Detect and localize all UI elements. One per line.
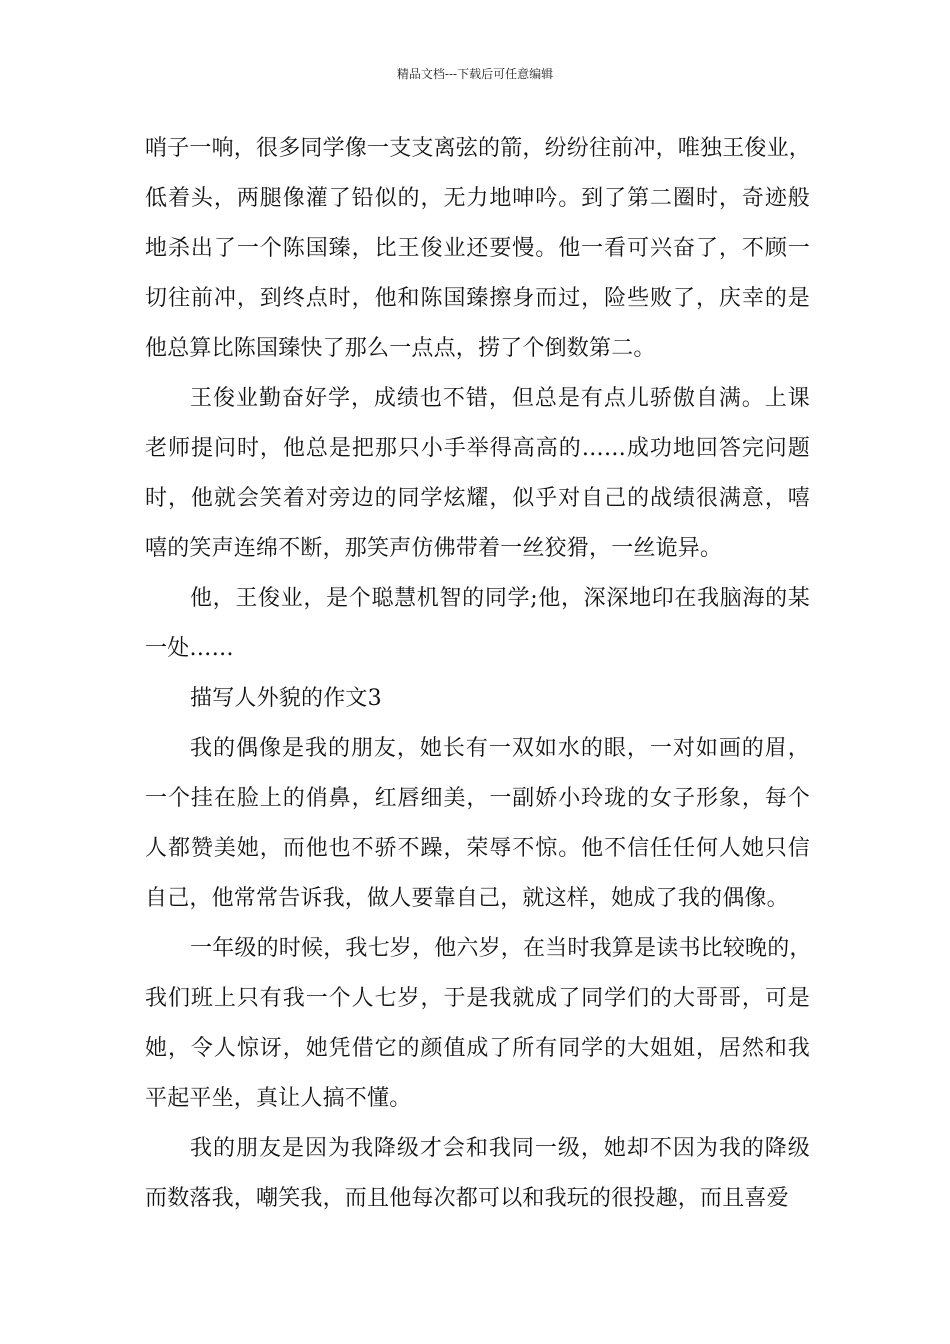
paragraph — [145, 124, 810, 374]
paragraph-line: 一年级的时候，我七岁，他六岁，在当时我算是读书比较晚的， — [190, 936, 812, 961]
paragraph-line: 他，王俊业，是个聪慧机智的同学;他，深深地印在我脑海的某 — [190, 586, 810, 611]
document-body — [145, 124, 810, 1224]
paragraph — [145, 674, 810, 724]
paragraph — [145, 1124, 810, 1224]
paragraph — [145, 724, 810, 924]
paragraph — [145, 374, 810, 574]
paragraph — [145, 574, 810, 674]
page-header: 精品文档---下载后可任意编辑 — [396, 67, 554, 81]
paragraph-line: 嘻的笑声连绵不断，那笑声仿佛带着一丝狡猾，一丝诡异。 — [145, 536, 723, 561]
paragraph-line: 王俊业勤奋好学，成绩也不错，但总是有点儿骄傲自满。上课 — [190, 386, 810, 411]
paragraph-line: 描写人外貌的作文3 — [190, 686, 382, 711]
paragraph-line: 时，他就会笑着对旁边的同学炫耀，似乎对自己的战绩很满意，嘻 — [145, 486, 810, 511]
paragraph-line: 我们班上只有我一个人七岁，于是我就成了同学们的大哥哥，可是 — [145, 986, 810, 1011]
paragraph-line: 一处…… — [145, 636, 234, 661]
paragraph-line: 我的朋友是因为我降级才会和我同一级，她却不因为我的降级 — [190, 1136, 810, 1161]
paragraph-line: 哨子一响，很多同学像一支支离弦的箭，纷纷往前冲，唯独王俊业， — [145, 136, 812, 161]
paragraph-line: 他总算比陈国臻快了那么一点点，捞了个倒数第二。 — [145, 336, 656, 361]
paragraph-line: 她，令人惊讶，她凭借它的颜值成了所有同学的大姐姐，居然和我 — [145, 1036, 810, 1061]
paragraph-line: 我的偶像是我的朋友，她长有一双如水的眼，一对如画的眉， — [190, 736, 810, 761]
paragraph-line: 地杀出了一个陈国臻，比王俊业还要慢。他一看可兴奋了，不顾一 — [145, 236, 810, 261]
paragraph-line: 老师提问时，他总是把那只小手举得高高的……成功地回答完问题 — [145, 436, 810, 461]
paragraph-line: 一个挂在脸上的俏鼻，红唇细美，一副娇小玲珑的女子形象，每个 — [145, 786, 810, 811]
paragraph-line: 低着头，两腿像灌了铅似的，无力地呻吟。到了第二圈时，奇迹般 — [145, 186, 810, 211]
paragraph-line: 而数落我，嘲笑我，而且他每次都可以和我玩的很投趣，而且喜爱 — [145, 1186, 789, 1211]
paragraph-line: 切往前冲，到终点时，他和陈国臻擦身而过，险些败了，庆幸的是 — [145, 286, 810, 311]
paragraph — [145, 924, 810, 1124]
paragraph-line: 平起平坐，真让人搞不懂。 — [145, 1086, 412, 1111]
paragraph-line: 人都赞美她，而他也不骄不躁，荣辱不惊。他不信任任何人她只信 — [145, 836, 810, 861]
paragraph-line: 自己，他常常告诉我，做人要靠自己，就这样，她成了我的偶像。 — [145, 886, 789, 911]
